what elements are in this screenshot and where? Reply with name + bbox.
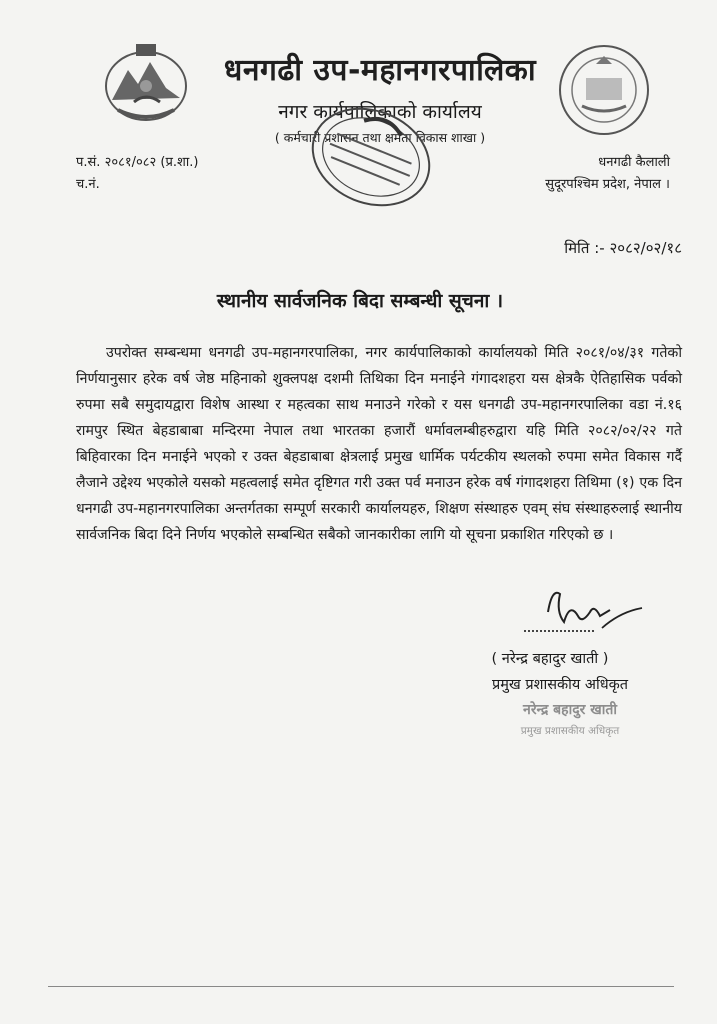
reference-block: [76, 152, 198, 196]
municipality-logo-icon: [556, 42, 652, 138]
notice-subject: स्थानीय सार्वजनिक बिदा सम्बन्धी सूचना ।: [216, 290, 504, 312]
signature-line: [524, 630, 594, 632]
reference-number: प.सं. २०८१/०८२ (प्र.शा.): [76, 155, 199, 170]
address-block: [520, 152, 670, 196]
dispatch-number: च.नं.: [76, 177, 100, 192]
footer-divider: [48, 986, 674, 987]
signatory-name: ( नरेन्द्र बहादुर खाती ): [491, 651, 609, 667]
signatory-title: प्रमुख प्रशासकीय अधिकृत: [491, 677, 629, 693]
office-stamp-icon: [296, 92, 446, 222]
seal-title: प्रमुख प्रशासकीय अधिकृत: [520, 725, 620, 737]
address-line: सुदूरपश्चिम प्रदेश, नेपाल ।: [545, 177, 670, 192]
signature-icon: [530, 582, 660, 642]
nepal-emblem-icon: [98, 40, 194, 124]
notice-date: मिति :- २०८२/०२/१८: [564, 239, 682, 257]
section-name: ( कर्मचारी प्रशासन तथा क्षमता विकास शाखा ): [274, 130, 486, 145]
seal-name: नरेन्द्र बहादुर खाती: [523, 702, 617, 718]
notice-body: उपरोक्त सम्बन्धमा धनगढी उप-महानगरपालिका, नगर कार्यपालिकाको कार्यालयको मिति २०८१/०४/३१ गतेको निर्णयानुसार हरेक वर्ष जेष्ठ महिनाको शुक्लपक्ष दशमी तिथिका दिन मनाईने गंगादशहरा यस क्षेत्रकै ऐतिहासिक पर्वको रुपमा सबै समुदायद्वारा विशेष आस्था र महत्वका साथ मनाउने गरेको र यस धनगढी उप-महानगरपालिका वडा नं.१६ रामपुर स्थित बेहडाबाबा मन्दिरमा नेपाल तथा भारतका हजारौं धर्मावलम्बीहरुद्वारा यहि मिति २०८२/०२/२२ गते बिहिवारका दिन मनाईने भएको र उक्त बेहडाबाबा क्षेत्रलाई प्रमुख धार्मिक पर्यटकीय स्थलको रुपमा समेत विकास गर्दै लैजाने उद्देश्य भएकोले यसको महत्वलाई समेत दृष्टिगत गरी उक्त पर्व मनाउन हरेक वर्ष गंगादशहरा तिथिमा (१) एक दिन धनगढी उप-महानगरपालिका अन्तर्गतका सम्पूर्ण सरकारी कार्यालयहरु, शिक्षण संस्थाहरु एवम् संघ संस्थाहरुलाई स्थानीय सार्वजनिक बिदा दिने निर्णय भएकोले सम्बन्धित सबैको जानकारीका लागि यो सूचना प्रकाशित गरिएको छ ।: [76, 345, 682, 543]
office-name: नगर कार्यपालिकाको कार्यालय: [278, 101, 482, 123]
organization-name: धनगढी उप-महानगरपालिका: [223, 53, 537, 88]
address-line: धनगढी कैलाली: [598, 155, 670, 170]
